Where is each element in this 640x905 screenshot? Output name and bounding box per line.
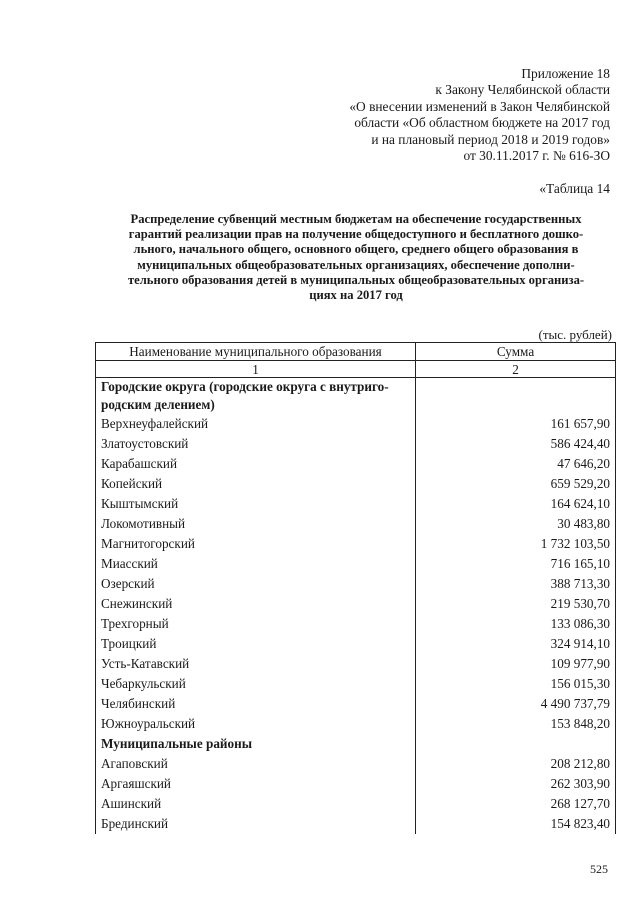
heading-line: льного, начального общего, основного общего, среднего общего образования в [133, 242, 579, 257]
section-title: Городские округа (городские округа с внутриго-родским делением) [96, 378, 416, 415]
section-empty-cell [416, 378, 616, 415]
municipality-name: Чебаркульский [96, 674, 416, 694]
subvention-amount: 659 529,20 [416, 474, 616, 494]
subvention-amount: 133 086,30 [416, 614, 616, 634]
subvention-amount: 47 646,20 [416, 454, 616, 474]
municipality-name: Снежинский [96, 594, 416, 614]
table-row [96, 574, 616, 594]
document-heading [92, 212, 620, 303]
appendix-line: к Закону Челябинской области [435, 82, 610, 98]
appendix-line: «О внесении изменений в Закон Челябинской [349, 98, 610, 114]
column-header-name: Наименование муниципального образования [96, 343, 416, 361]
heading-line: Распределение субвенций местным бюджетам на обеспечение государственных [130, 212, 582, 226]
appendix-reference [210, 66, 610, 164]
subvention-amount: 4 490 737,79 [416, 694, 616, 714]
section-empty-cell [416, 734, 616, 754]
table-row [96, 454, 616, 474]
subvention-table [95, 342, 616, 834]
subvention-amount: 1 732 103,50 [416, 534, 616, 554]
table-row [96, 614, 616, 634]
municipality-name: Челябинский [96, 694, 416, 714]
municipal-districts-rows [96, 754, 616, 834]
table-row [96, 774, 616, 794]
urban-districts-rows [96, 414, 616, 734]
column-number-row [96, 361, 616, 378]
page-number: 525 [590, 862, 608, 876]
subvention-amount: 164 624,10 [416, 494, 616, 514]
units-label: (тыс. рублей) [538, 327, 612, 342]
table-row [96, 514, 616, 534]
subvention-amount: 109 977,90 [416, 654, 616, 674]
section-title: Муниципальные районы [96, 734, 416, 754]
municipality-name: Ашинский [96, 794, 416, 814]
table-row [96, 754, 616, 774]
table-row [96, 534, 616, 554]
subvention-amount: 716 165,10 [416, 554, 616, 574]
subvention-amount: 586 424,40 [416, 434, 616, 454]
subvention-amount: 388 713,30 [416, 574, 616, 594]
table-row [96, 794, 616, 814]
municipality-name: Миасский [96, 554, 416, 574]
table-row [96, 654, 616, 674]
column-number: 1 [96, 361, 416, 378]
municipality-name: Агаповский [96, 754, 416, 774]
table-row [96, 434, 616, 454]
column-number: 2 [416, 361, 616, 378]
municipality-name: Усть-Катавский [96, 654, 416, 674]
section-row [96, 734, 616, 754]
column-header-sum: Сумма [416, 343, 616, 361]
municipality-name: Южноуральский [96, 714, 416, 734]
subvention-amount: 161 657,90 [416, 414, 616, 434]
table-row [96, 634, 616, 654]
subvention-amount: 156 015,30 [416, 674, 616, 694]
appendix-line: Приложение 18 [521, 66, 610, 81]
subvention-amount: 262 303,90 [416, 774, 616, 794]
municipality-name: Озерский [96, 574, 416, 594]
heading-line: гарантий реализации прав на получение общедоступного и бесплатного дошко- [128, 227, 584, 242]
municipality-name: Троицкий [96, 634, 416, 654]
table-label: «Таблица 14 [539, 181, 610, 196]
municipality-name: Копейский [96, 474, 416, 494]
subvention-amount: 154 823,40 [416, 814, 616, 834]
table-row [96, 814, 616, 834]
table-header-row [96, 343, 616, 361]
municipality-name: Верхнеуфалейский [96, 414, 416, 434]
table-row [96, 674, 616, 694]
municipality-name: Трехгорный [96, 614, 416, 634]
table-row [96, 474, 616, 494]
heading-line: тельного образования детей в муниципальных общеобразовательных организа- [127, 272, 585, 287]
appendix-line: и на плановый период 2018 и 2019 годов» [371, 131, 610, 147]
table-row [96, 414, 616, 434]
subvention-amount: 219 530,70 [416, 594, 616, 614]
table-row [96, 594, 616, 614]
municipality-name: Брединский [96, 814, 416, 834]
subvention-amount: 268 127,70 [416, 794, 616, 814]
municipality-name: Кыштымский [96, 494, 416, 514]
section-row [96, 378, 616, 415]
subvention-amount: 153 848,20 [416, 714, 616, 734]
municipality-name: Магнитогорский [96, 534, 416, 554]
appendix-line: от 30.11.2017 г. № 616-ЗО [463, 148, 610, 164]
table-row [96, 554, 616, 574]
subvention-amount: 208 212,80 [416, 754, 616, 774]
municipality-name: Аргаяшский [96, 774, 416, 794]
table-row [96, 694, 616, 714]
municipality-name: Локомотивный [96, 514, 416, 534]
subvention-amount: 324 914,10 [416, 634, 616, 654]
heading-line: циях на 2017 год [309, 288, 403, 303]
municipality-name: Карабашский [96, 454, 416, 474]
municipality-name: Златоустовский [96, 434, 416, 454]
appendix-line: области «Об областном бюджете на 2017 год [354, 115, 610, 131]
heading-line: муниципальных общеобразовательных организациях, обеспечение дополни- [137, 257, 575, 272]
subvention-amount: 30 483,80 [416, 514, 616, 534]
table-row [96, 714, 616, 734]
table-row [96, 494, 616, 514]
